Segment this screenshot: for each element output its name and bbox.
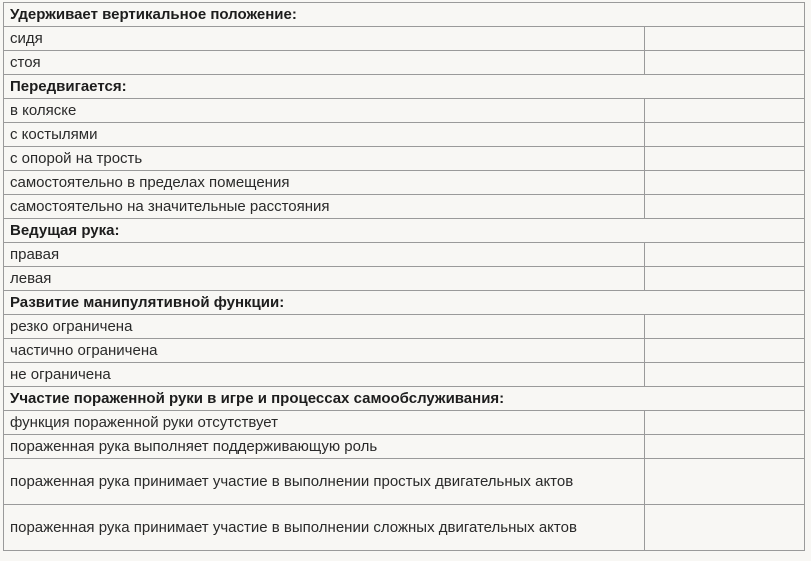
mark-cell[interactable] (645, 147, 805, 171)
option-label: резко ограничена (4, 315, 645, 339)
table-row (4, 27, 805, 51)
assessment-table (3, 2, 805, 551)
option-label: сидя (4, 27, 645, 51)
mark-cell[interactable] (645, 505, 805, 551)
table-row (4, 435, 805, 459)
mark-cell[interactable] (645, 123, 805, 147)
option-label: пораженная рука принимает участие в выполнении сложных двигательных актов (4, 505, 645, 551)
option-label: с опорой на трость (4, 147, 645, 171)
table-row (4, 315, 805, 339)
table-row (4, 243, 805, 267)
option-label: с костылями (4, 123, 645, 147)
option-label: стоя (4, 51, 645, 75)
table-row (4, 363, 805, 387)
section-heading: Участие пораженной руки в игре и процессах самообслуживания: (4, 387, 805, 411)
table-row (4, 195, 805, 219)
option-label: в коляске (4, 99, 645, 123)
section-header-row (4, 75, 805, 99)
table-row (4, 411, 805, 435)
table-row (4, 505, 805, 551)
section-heading: Удерживает вертикальное положение: (4, 3, 805, 27)
section-heading: Ведущая рука: (4, 219, 805, 243)
table-row (4, 51, 805, 75)
section-header-row (4, 387, 805, 411)
section-header-row (4, 291, 805, 315)
option-label: не ограничена (4, 363, 645, 387)
mark-cell[interactable] (645, 459, 805, 505)
mark-cell[interactable] (645, 363, 805, 387)
option-label: самостоятельно на значительные расстояния (4, 195, 645, 219)
mark-cell[interactable] (645, 267, 805, 291)
option-label: правая (4, 243, 645, 267)
section-heading: Развитие манипулятивной функции: (4, 291, 805, 315)
mark-cell[interactable] (645, 243, 805, 267)
mark-cell[interactable] (645, 27, 805, 51)
option-label: левая (4, 267, 645, 291)
option-label: функция пораженной руки отсутствует (4, 411, 645, 435)
mark-cell[interactable] (645, 339, 805, 363)
option-label: пораженная рука выполняет поддерживающую роль (4, 435, 645, 459)
option-label: частично ограничена (4, 339, 645, 363)
table-row (4, 123, 805, 147)
mark-cell[interactable] (645, 435, 805, 459)
section-header-row (4, 3, 805, 27)
mark-cell[interactable] (645, 171, 805, 195)
mark-cell[interactable] (645, 51, 805, 75)
section-header-row (4, 219, 805, 243)
section-heading: Передвигается: (4, 75, 805, 99)
mark-cell[interactable] (645, 411, 805, 435)
mark-cell[interactable] (645, 195, 805, 219)
table-row (4, 339, 805, 363)
table-row (4, 267, 805, 291)
table-row (4, 147, 805, 171)
table-row (4, 99, 805, 123)
table-row (4, 459, 805, 505)
table-row (4, 171, 805, 195)
mark-cell[interactable] (645, 315, 805, 339)
option-label: самостоятельно в пределах помещения (4, 171, 645, 195)
mark-cell[interactable] (645, 99, 805, 123)
option-label: пораженная рука принимает участие в выполнении простых двигательных актов (4, 459, 645, 505)
